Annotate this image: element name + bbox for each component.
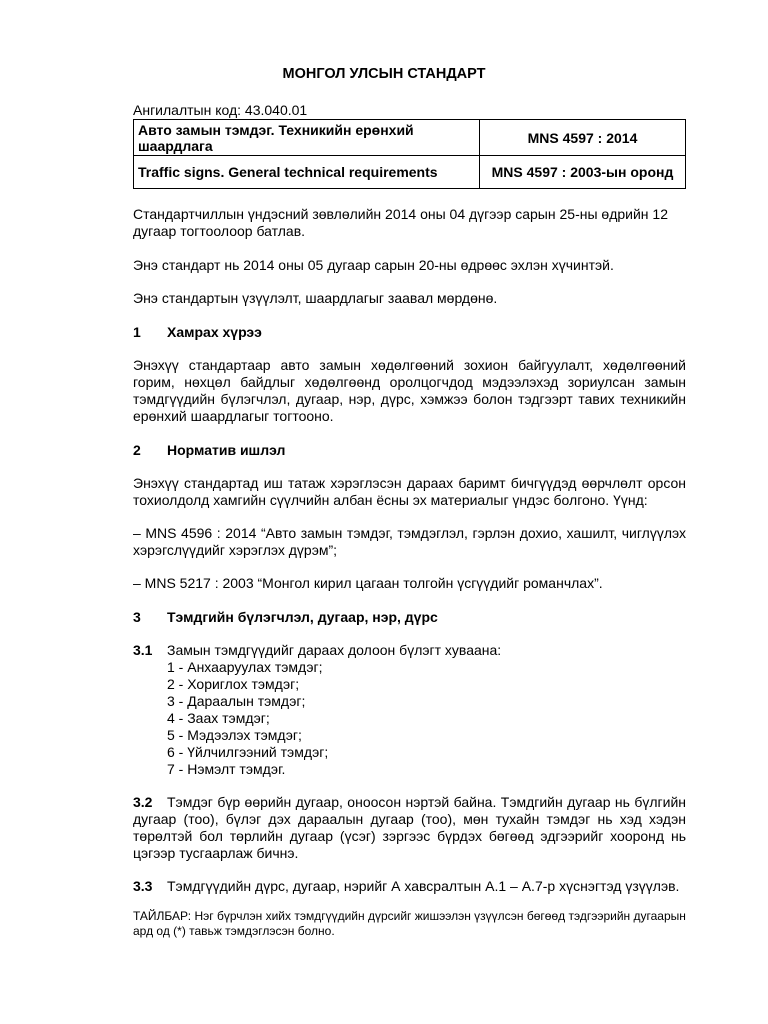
section-1-text: Энэхүү стандартаар авто замын хөдөлгөөний зохион байгуулалт, хөдөлгөөний горим, нөхцөл байдлыг хөдөлгөөнд оролцогчдод мэдээлэхэд зориулсан замын тэмдгүүдийн бүлэгчлэл, дугаар, нэр, дүрс, хэмжээ болон тэдгээрт тавих техникийн ерөнхий шаардлагыг тогтооно.: [133, 357, 686, 424]
mandatory-paragraph: Энэ стандартын үзүүлэлт, шаардлагыг заавал мөрдөнө.: [133, 290, 498, 306]
effective-date-paragraph: Энэ стандарт нь 2014 оны 05 дугаар сарын 20-ны өдрөөс эхлэн хүчинтэй.: [133, 257, 614, 273]
list-item: 1 - Анхааруулах тэмдэг;: [167, 659, 323, 675]
subsection-3-3: [133, 878, 686, 895]
section-number: 2: [133, 442, 141, 458]
section-number: 1: [133, 324, 141, 340]
standard-title-mn: Авто замын тэмдэг. Техникийн ерөнхий шаардлага: [134, 120, 480, 156]
section-2-text: Энэхүү стандартад иш татаж хэрэглэсэн дараах баримт бичгүүдэд өөрчлөлт орсон тохиолдолд хамгийн сүүлчийн албан ёсны эх материалыг үндэс болгоно. Үүнд:: [133, 475, 686, 508]
note-text: ТАЙЛБАР: Нэг бүрчлэн хийх тэмдгүүдийн дүрсийг жишээлэн үзүүлсэн бөгөөд тэдгээрийн дугаарын ард од (*) тавьж тэмдэглэсэн болно.: [133, 909, 686, 938]
list-item: 6 - Үйлчилгээний тэмдэг;: [167, 744, 329, 760]
subsection-text: Замын тэмдгүүдийг дараах долоон бүлэгт хуваана:: [167, 642, 502, 658]
document-title: МОНГОЛ УЛСЫН СТАНДАРТ: [282, 66, 486, 82]
standard-title-en: Traffic signs. General technical requirements: [134, 156, 480, 189]
section-number: 3: [133, 609, 141, 625]
approval-paragraph: Стандартчиллын үндэсний зөвлөлийн 2014 оны 04 дүгээр сарын 25-ны өдрийн 12 дугаар тогтоолоор батлав.: [133, 206, 668, 239]
list-item: 4 - Заах тэмдэг;: [167, 710, 270, 726]
section-1-heading: [133, 324, 262, 340]
subsection-3-1: [133, 642, 686, 659]
subsection-number: 3.2: [133, 794, 153, 810]
subsection-number: 3.1: [133, 642, 153, 658]
list-item: 2 - Хориглох тэмдэг;: [167, 676, 300, 692]
classification-code: Ангилалтын код: 43.040.01: [133, 102, 308, 118]
table-row: [134, 156, 686, 189]
reference-mns-5217: – MNS 5217 : 2003 “Монгол кирил цагаан толгойн үсгүүдийг романчлах”.: [133, 575, 603, 591]
subsection-text: Тэмдгүүдийн дүрс, дугаар, нэрийг А хавсралтын А.1 – А.7-р хүснэгтэд үзүүлэв.: [167, 878, 680, 894]
subsection-number: 3.3: [133, 878, 153, 894]
section-2-heading: [133, 442, 285, 458]
table-row: [134, 120, 686, 156]
section-title: Норматив ишлэл: [167, 442, 286, 458]
section-title: Хамрах хүрээ: [167, 324, 262, 340]
section-title: Тэмдгийн бүлэгчлэл, дугаар, нэр, дүрс: [167, 609, 438, 625]
section-3-heading: [133, 609, 438, 625]
list-item: 7 - Нэмэлт тэмдэг.: [167, 761, 286, 777]
list-item: 3 - Дараалын тэмдэг;: [167, 693, 306, 709]
standard-info-table: [133, 119, 686, 189]
sign-groups-list: [167, 659, 328, 778]
list-item: 5 - Мэдээлэх тэмдэг;: [167, 727, 302, 743]
subsection-text: Тэмдэг бүр өөрийн дугаар, оноосон нэртэй байна. Тэмдгийн дугаар нь бүлгийн дугаар (тоо), бүлэг дэх дараалын дугаар (тоо), мөн тухайн тэмдэг нь хэд хэдэн төрөлтэй бол төрлийн дугаар (үсэг) зэргээс бүрдэх бөгөөд эдгээрийг хооронд нь цэгээр тусгаарлаж бичнэ.: [133, 794, 686, 861]
reference-mns-4596: – MNS 4596 : 2014 “Авто замын тэмдэг, тэмдэглэл, гэрлэн дохио, хашилт, чиглүүлэх хэрэгслүүдийг хэрэглэх дүрэм”;: [133, 525, 686, 558]
standard-replaces: MNS 4597 : 2003-ын оронд: [480, 156, 686, 189]
subsection-3-2: [133, 794, 686, 862]
standard-number: MNS 4597 : 2014: [480, 120, 686, 156]
